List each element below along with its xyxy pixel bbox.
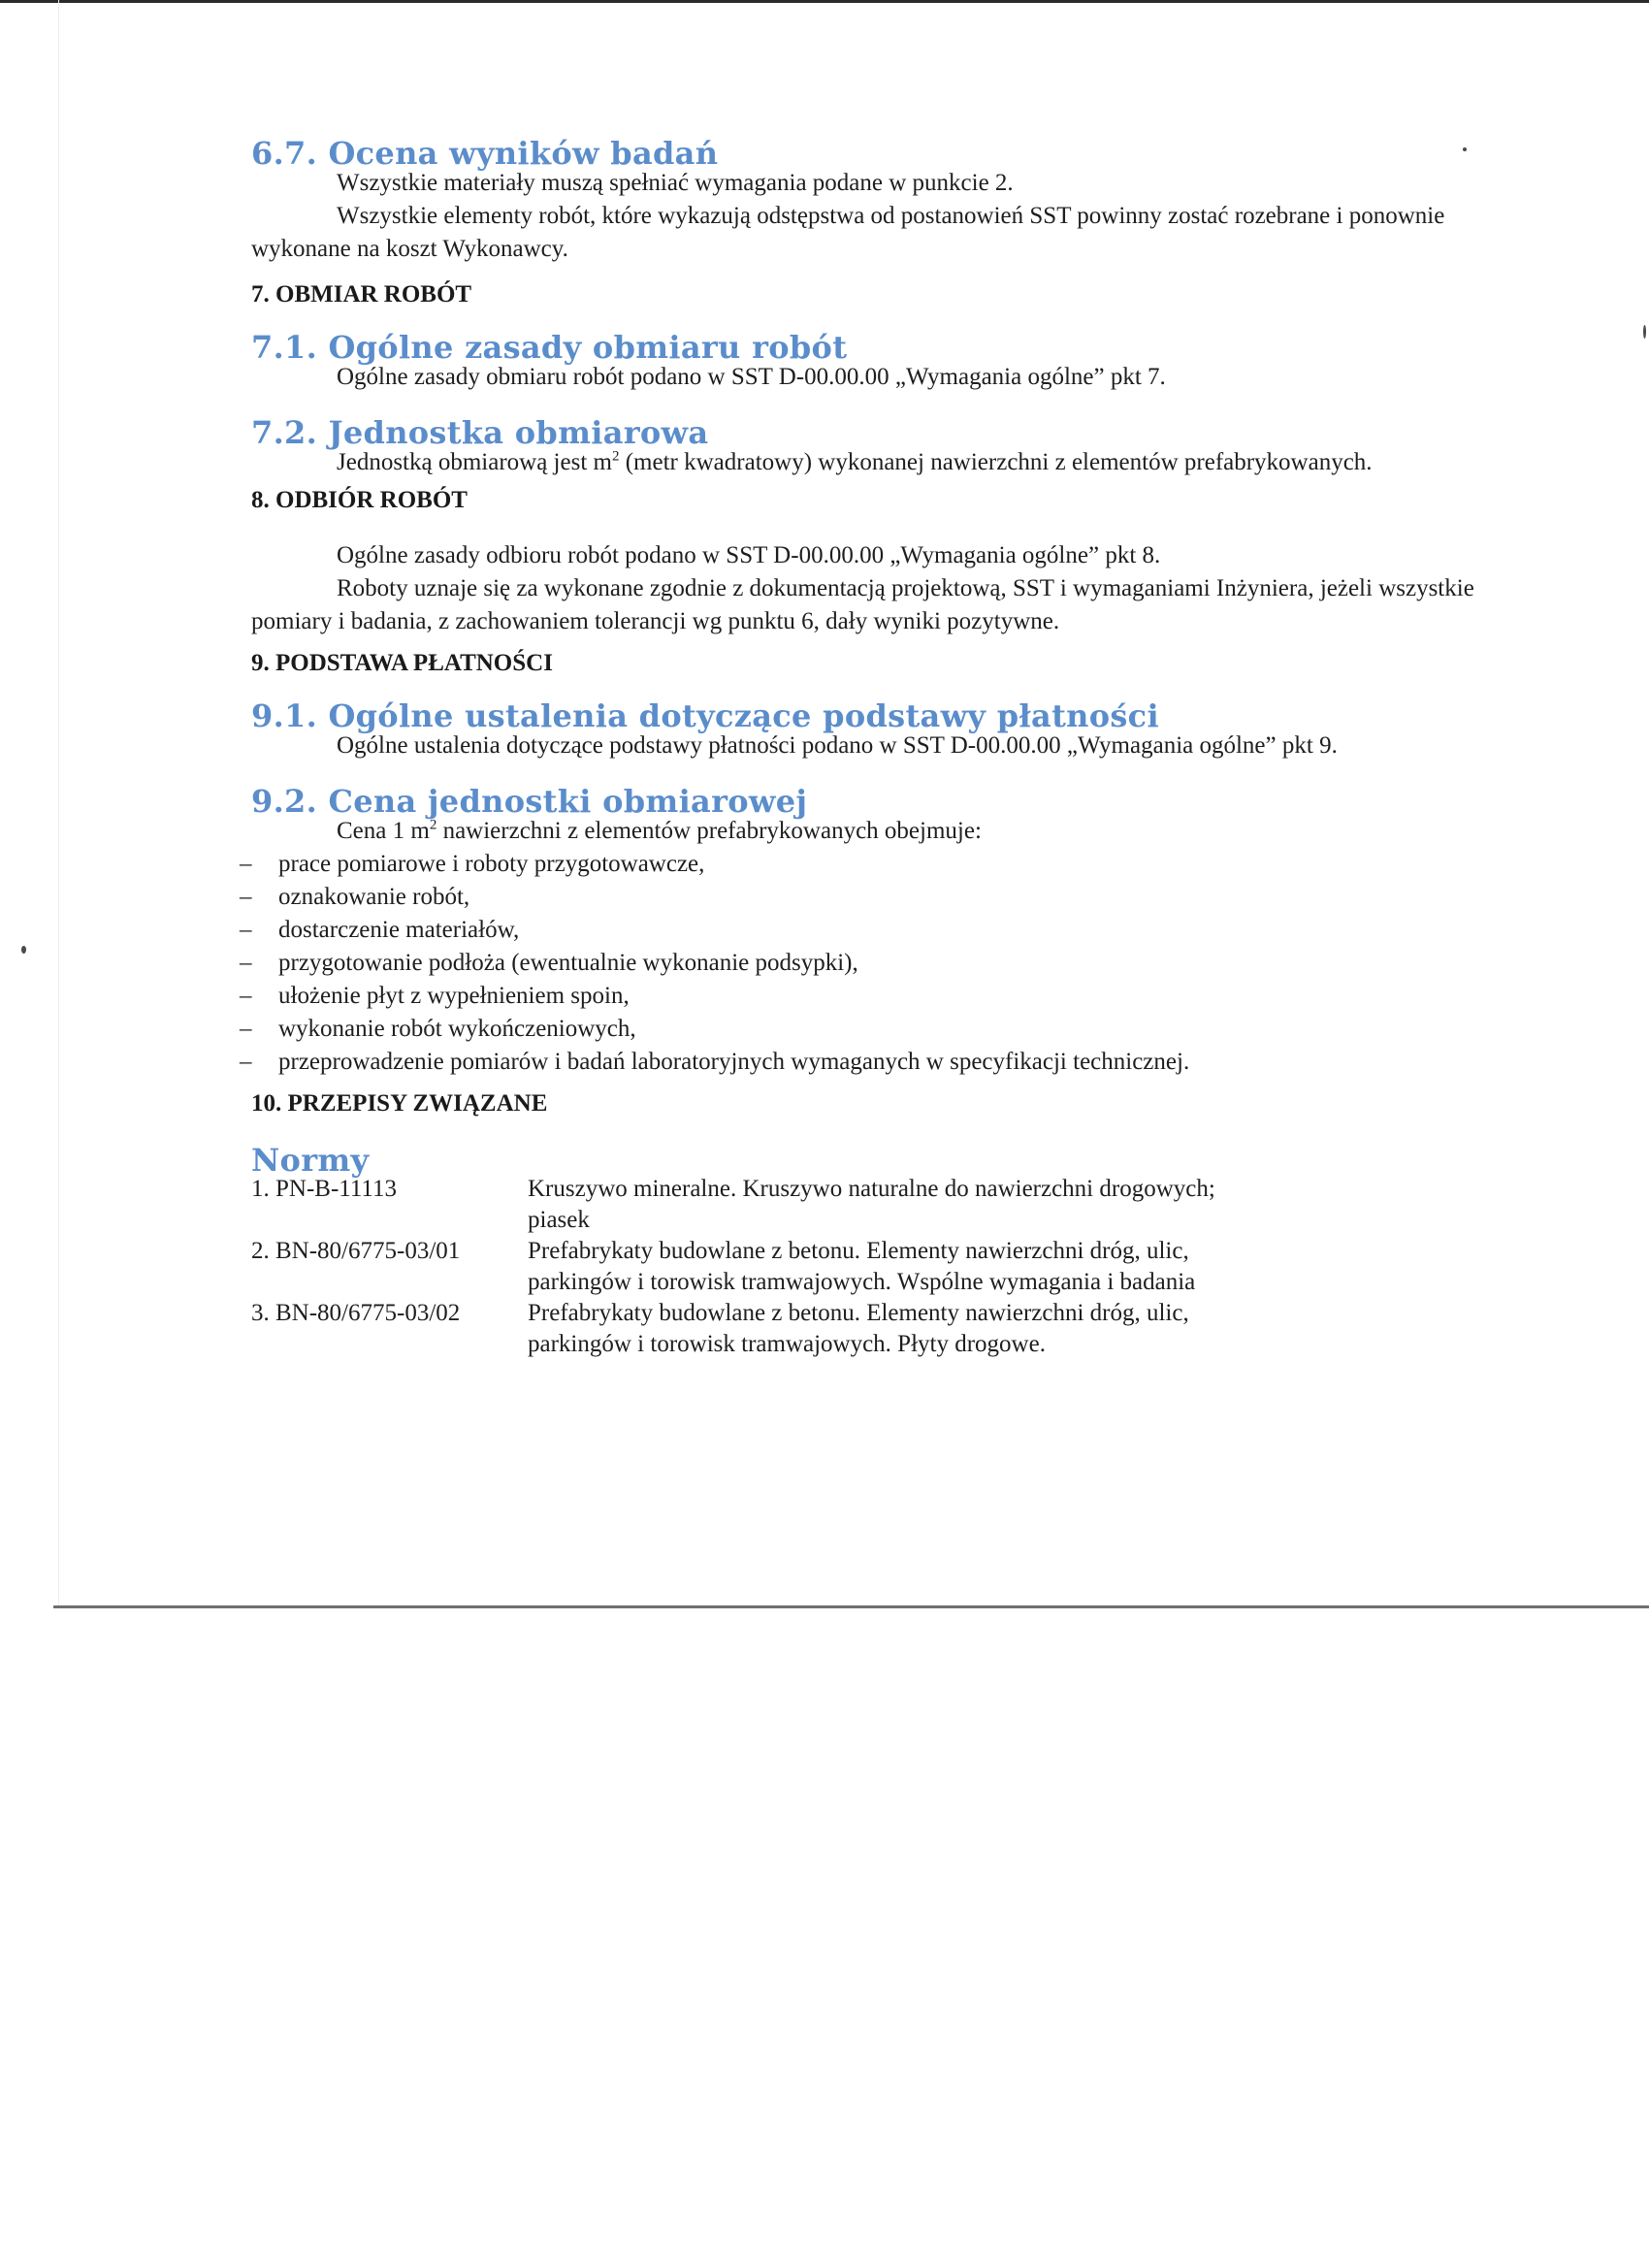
dash-bullet: – — [240, 884, 252, 910]
list-item-text: wykonanie robót wykończeniowych, — [278, 1016, 636, 1042]
dash-bullet: – — [240, 917, 252, 943]
standard-code: 2. BN-80/6775-03/01 — [251, 1238, 461, 1264]
list-item — [240, 848, 1512, 881]
cost-items-list — [240, 848, 1512, 1079]
scan-speck — [1643, 325, 1646, 339]
text-run: Cena 1 m — [337, 818, 430, 844]
dash-bullet: – — [240, 1016, 252, 1042]
heading-10: 10. PRZEPISY ZWIĄZANE — [251, 1090, 548, 1117]
list-item — [240, 914, 1512, 947]
document-page — [240, 126, 1512, 1360]
list-item-text: oznakowanie robót, — [278, 884, 470, 910]
heading-9: 9. PODSTAWA PŁATNOŚCI — [251, 650, 553, 676]
list-item — [240, 947, 1512, 980]
heading-9-1: 9.1. Ogólne ustalenia dotyczące podstawy płatności — [251, 697, 1159, 734]
heading-7: 7. OBMIAR ROBÓT — [251, 281, 472, 308]
list-item-text: przygotowanie podłoża (ewentualnie wykonanie podsypki), — [278, 950, 858, 976]
list-item-text: prace pomiarowe i roboty przygotowawcze, — [278, 851, 705, 877]
standard-code: 3. BN-80/6775-03/02 — [251, 1300, 461, 1326]
dash-bullet: – — [240, 1049, 252, 1075]
dash-bullet: – — [240, 950, 252, 976]
heading-7-2: 7.2. Jednostka obmiarowa — [251, 414, 709, 451]
scan-fold-line — [53, 1605, 1649, 1608]
text-run: nawierzchni z elementów prefabrykowanych obejmuje: — [436, 818, 982, 844]
paragraph — [251, 446, 1512, 479]
paragraph — [251, 815, 1512, 848]
text-run: (metr kwadratowy) wykonanej nawierzchni z elementów prefabrykowanych. — [619, 449, 1373, 475]
list-item-text: dostarczenie materiałów, — [278, 917, 520, 943]
standards-table — [251, 1174, 1512, 1360]
standards-row — [251, 1236, 1512, 1298]
list-item-text: ułożenie płyt z wypełnieniem spoin, — [278, 983, 630, 1009]
standards-row — [251, 1174, 1512, 1236]
standard-description: Prefabrykaty budowlane z betonu. Elementy nawierzchni dróg, ulic, parkingów i torowisk tramwajowych. Płyty drogowe. — [528, 1300, 1189, 1357]
list-item — [240, 1013, 1512, 1046]
scan-speck — [21, 946, 26, 954]
heading-6-7: 6.7. Ocena wyników badań — [251, 135, 719, 172]
paragraph: Ogólne zasady odbioru robót podano w SST D-00.00.00 „Wymagania ogólne” pkt 8. — [337, 542, 1161, 568]
standard-description: Kruszywo mineralne. Kruszywo naturalne do nawierzchni drogowych; piasek — [528, 1176, 1215, 1233]
paragraph: Roboty uznaje się za wykonane zgodnie z dokumentacją projektową, SST i wymaganiami Inżyniera, jeżeli wszystkie pomiary i badania, z zachowaniem tolerancji wg punktu 6, dały wyniki pozytywne. — [251, 575, 1474, 634]
standard-code: 1. PN-B-11113 — [251, 1176, 397, 1202]
list-item — [240, 1046, 1512, 1079]
scan-left-edge — [58, 0, 59, 1605]
heading-7-1: 7.1. Ogólne zasady obmiaru robót — [251, 329, 848, 366]
standards-row — [251, 1298, 1512, 1360]
text-run: Jednostką obmiarową jest m — [337, 449, 612, 475]
heading-9-2: 9.2. Cena jednostki obmiarowej — [251, 783, 808, 820]
dash-bullet: – — [240, 983, 252, 1009]
paragraph: Wszystkie materiały muszą spełniać wymagania podane w punkcie 2. — [337, 170, 1014, 196]
paragraph: Ogólne ustalenia dotyczące podstawy płatności podano w SST D-00.00.00 „Wymagania ogólne” pkt 9. — [337, 732, 1338, 759]
list-item — [240, 881, 1512, 914]
list-item-text: przeprowadzenie pomiarów i badań laboratoryjnych wymaganych w specyfikacji technicznej. — [278, 1049, 1190, 1075]
paragraph: Wszystkie elementy robót, które wykazują odstępstwa od postanowień SST powinny zostać rozebrane i ponownie wykonane na koszt Wykonawcy. — [251, 203, 1445, 262]
paragraph: Ogólne zasady obmiaru robót podano w SST D-00.00.00 „Wymagania ogólne” pkt 7. — [337, 364, 1166, 390]
list-item — [240, 980, 1512, 1013]
scan-top-border — [0, 0, 1649, 3]
heading-normy: Normy — [251, 1142, 370, 1179]
superscript: 2 — [429, 817, 437, 833]
dash-bullet: – — [240, 851, 252, 877]
superscript: 2 — [611, 448, 620, 465]
heading-8: 8. ODBIÓR ROBÓT — [251, 487, 468, 513]
standard-description: Prefabrykaty budowlane z betonu. Elementy nawierzchni dróg, ulic, parkingów i torowisk tramwajowych. Wspólne wymagania i badania — [528, 1238, 1196, 1295]
